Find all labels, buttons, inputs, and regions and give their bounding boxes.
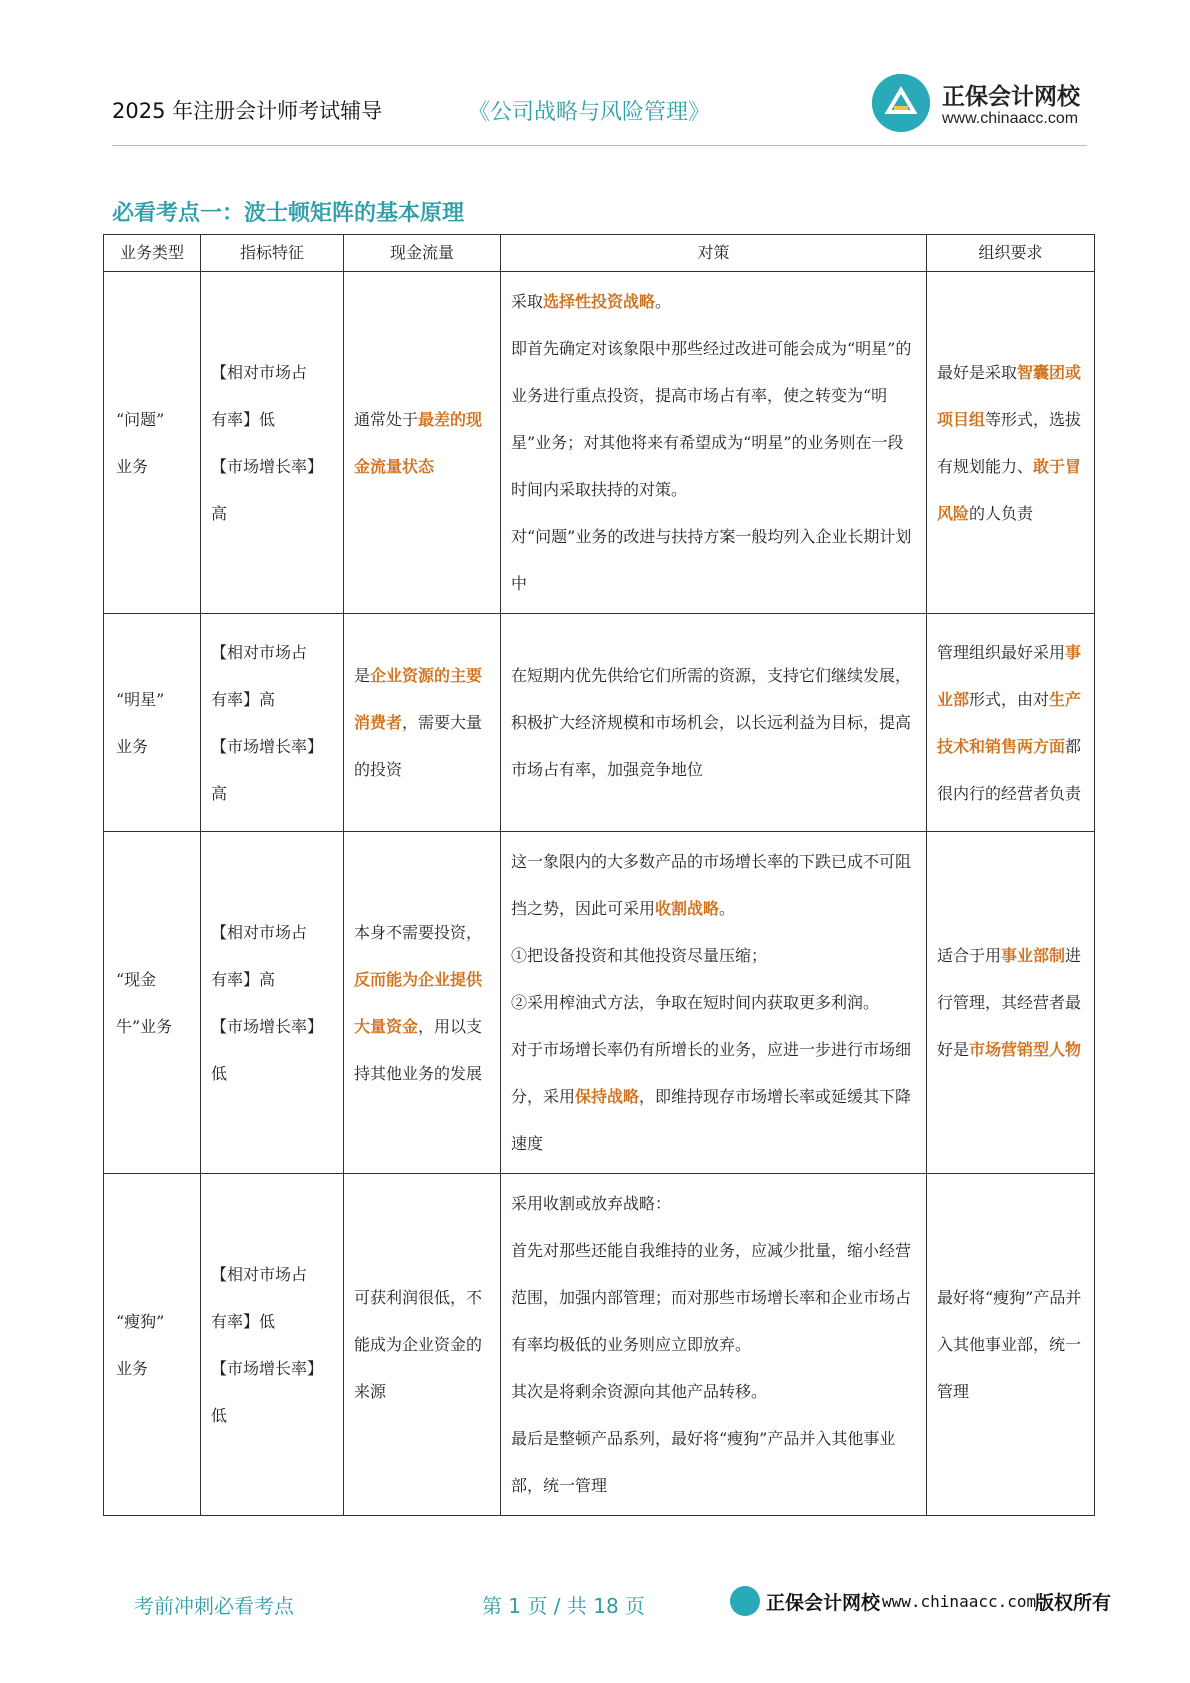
strategy-cell — [501, 272, 927, 614]
cell-text-line: “现金 — [116, 969, 157, 989]
strategy-paragraph — [511, 979, 916, 1026]
cell-text-line: 牛”业务 — [116, 1016, 173, 1036]
footer-rights: 版权所有 — [1035, 1592, 1112, 1614]
cell-text: 采用收割或放弃战略： — [511, 1194, 672, 1213]
cell-text-line: 【市场增长率】 — [211, 1358, 324, 1378]
highlight-text: 保持战略 — [575, 1087, 640, 1106]
business-type-cell — [104, 614, 201, 832]
cell-text: 形式，由对 — [969, 689, 1050, 709]
strategy-paragraph — [511, 1368, 916, 1415]
cell-text: ，即维持现存市场增长率或延缓其下降速度 — [511, 1087, 912, 1153]
strategy-paragraph — [511, 278, 916, 325]
cell-text: 首先对那些还能自我维持的业务，应减少批量，缩小经营范围，加强内部管理；而对那些市场增长率和企业市场占有率均极低的业务则应立即放弃。 — [511, 1241, 912, 1354]
cell-text-line: 【相对市场占 — [211, 362, 308, 382]
cell-text: ①把设备投资和其他投资尽量压缩； — [511, 946, 768, 965]
indicator-cell — [201, 272, 344, 614]
table-row — [104, 272, 1095, 614]
table-row — [104, 832, 1095, 1174]
cell-text: 适合于用 — [937, 946, 1002, 965]
cell-text: ，用以支持其他业务的发展 — [354, 1016, 483, 1083]
highlight-text: 智囊团或项目组 — [937, 362, 1082, 429]
cell-text-line: 【相对市场占 — [211, 1264, 308, 1284]
strategy-paragraph — [511, 1415, 916, 1509]
cell-text-line: 【相对市场占 — [211, 642, 308, 662]
cell-text: 其次是将剩余资源向其他产品转移。 — [511, 1382, 768, 1401]
cell-text-line: “明星” — [116, 689, 165, 709]
highlight-text: 市场营销型人物 — [969, 1040, 1082, 1059]
cell-text-line: 有率】低 — [211, 1311, 276, 1331]
cell-text-line: 低 — [211, 1405, 228, 1425]
footer-brand: 正保会计网校 — [766, 1592, 881, 1614]
page-number: 第 1 页 / 共 18 页 — [482, 1594, 646, 1618]
cell-text-line: 业务 — [116, 1358, 149, 1378]
cell-text-line: 低 — [211, 1063, 228, 1083]
organization-cell — [927, 1174, 1095, 1516]
logo-icon — [872, 74, 930, 132]
column-header: 组织要求 — [927, 235, 1095, 272]
cashflow-cell — [344, 1174, 501, 1516]
cell-text: 本身不需要投资， — [354, 922, 483, 942]
bcg-matrix-table — [103, 234, 1095, 1516]
exam-title: 2025 年注册会计师考试辅导 — [112, 99, 383, 123]
cell-text: 对于市场增长率仍有所增长的业务，应进一步进行市场细分，采用 — [511, 1040, 912, 1106]
cashflow-cell — [344, 614, 501, 832]
strategy-cell — [501, 614, 927, 832]
cell-text-line: 有率】高 — [211, 689, 276, 709]
business-type-cell — [104, 272, 201, 614]
cell-text-line: 【市场增长率】 — [211, 736, 324, 756]
strategy-paragraph — [511, 652, 916, 793]
cell-text: 通常处于 — [354, 409, 419, 429]
cell-text: 的人负责 — [969, 503, 1034, 523]
strategy-cell — [501, 1174, 927, 1516]
cell-text-line: 有率】低 — [211, 409, 276, 429]
table-body — [104, 272, 1095, 1516]
column-header: 对策 — [501, 235, 927, 272]
cell-text-line: 高 — [211, 503, 228, 523]
cell-text: 管理组织最好采用 — [937, 642, 1066, 662]
cell-text-line: “问题” — [116, 409, 165, 429]
cell-text: ，需要大量的投资 — [354, 713, 483, 779]
cell-text-line: 业务 — [116, 736, 149, 756]
cell-text: 是 — [354, 666, 371, 685]
footer-logo-icon — [730, 1586, 760, 1616]
logo-url: www.chinaacc.com — [942, 110, 1079, 127]
cell-text-line: 有率】高 — [211, 969, 276, 989]
cell-text: 。 — [655, 292, 672, 311]
highlight-text: 敢于冒风险 — [937, 456, 1082, 523]
indicator-cell — [201, 614, 344, 832]
highlight-text: 反而能为企业提供大量资金 — [354, 969, 483, 1036]
strategy-paragraph — [511, 1180, 916, 1227]
highlight-text: 选择性投资战略 — [543, 292, 656, 311]
logo-name: 正保会计网校 — [942, 84, 1080, 110]
organization-cell — [927, 614, 1095, 832]
cell-text-line: 业务 — [116, 456, 149, 476]
strategy-paragraph — [511, 1227, 916, 1368]
strategy-cell — [501, 832, 927, 1174]
cell-text-line: 【市场增长率】 — [211, 456, 324, 476]
cell-text: 。 — [719, 899, 736, 918]
cell-text: 最好是采取 — [937, 362, 1018, 382]
cell-text: 在短期内优先供给它们所需的资源，支持它们继续发展，积极扩大经济规模和市场机会，以长远利益为目标，提高市场占有率，加强竞争地位 — [511, 666, 912, 779]
header-divider — [112, 145, 1087, 146]
cell-text: 最好将“瘦狗”产品并入其他事业部，统一管理 — [937, 1288, 1082, 1401]
footer-url[interactable]: www.chinaacc.com — [882, 1592, 1037, 1611]
highlight-text: 事业部 — [937, 642, 1082, 709]
business-type-cell — [104, 832, 201, 1174]
cashflow-cell — [344, 832, 501, 1174]
indicator-cell — [201, 1174, 344, 1516]
cell-text: 都很内行的经营者负责 — [937, 736, 1082, 803]
highlight-text: 生产技术和销售两方面 — [937, 689, 1082, 756]
section-title: 必看考点一：波士顿矩阵的基本原理 — [112, 201, 465, 226]
organization-cell — [927, 832, 1095, 1174]
cell-text: 进行管理，其经营者最好是 — [937, 946, 1082, 1059]
cell-text: 对“问题”业务的改进与扶持方案一般均列入企业长期计划中 — [511, 527, 912, 593]
column-header: 现金流量 — [344, 235, 501, 272]
cell-text: ②采用榨油式方法，争取在短时间内获取更多利润。 — [511, 993, 880, 1012]
cell-text-line: 高 — [211, 783, 228, 803]
cell-text-line: “瘦狗” — [116, 1311, 165, 1331]
strategy-paragraph — [511, 838, 916, 932]
brand-logo[interactable] — [872, 72, 1092, 142]
strategy-paragraph — [511, 932, 916, 979]
column-header: 指标特征 — [201, 235, 344, 272]
cell-text: 采取 — [511, 292, 544, 311]
cell-text: 这一象限内的大多数产品的市场增长率的下跌已成不可阻挡之势，因此可采用 — [511, 852, 912, 918]
cell-text-line: 【相对市场占 — [211, 922, 308, 942]
strategy-paragraph — [511, 1026, 916, 1167]
business-type-cell — [104, 1174, 201, 1516]
cell-text: 最后是整顿产品系列，最好将“瘦狗”产品并入其他事业部，统一管理 — [511, 1429, 896, 1495]
highlight-text: 最差的现金流量状态 — [354, 409, 483, 476]
cell-text: 即首先确定对该象限中那些经过改进可能会成为“明星”的业务进行重点投资，提高市场占有率，使之转变为“明星”业务；对其他将来有希望成为“明星”的业务则在一段时间内采取扶持的对策。 — [511, 339, 912, 499]
column-header: 业务类型 — [104, 235, 201, 272]
cashflow-cell — [344, 272, 501, 614]
highlight-text: 收割战略 — [655, 899, 720, 918]
highlight-text: 企业资源的主要消费者 — [354, 666, 483, 732]
highlight-text: 事业部制 — [1001, 946, 1066, 965]
organization-cell — [927, 272, 1095, 614]
footer-note: 考前冲刺必看考点 — [134, 1594, 294, 1618]
indicator-cell — [201, 832, 344, 1174]
table-header-row — [104, 235, 1095, 272]
table-row — [104, 614, 1095, 832]
cell-text: 等形式，选拔有规划能力、 — [937, 409, 1082, 476]
cell-text: 可获利润很低，不能成为企业资金的来源 — [354, 1288, 483, 1401]
cell-text-line: 【市场增长率】 — [211, 1016, 324, 1036]
strategy-paragraph — [511, 513, 916, 607]
course-title: 《公司战略与风险管理》 — [468, 100, 711, 125]
strategy-paragraph — [511, 325, 916, 513]
table-row — [104, 1174, 1095, 1516]
